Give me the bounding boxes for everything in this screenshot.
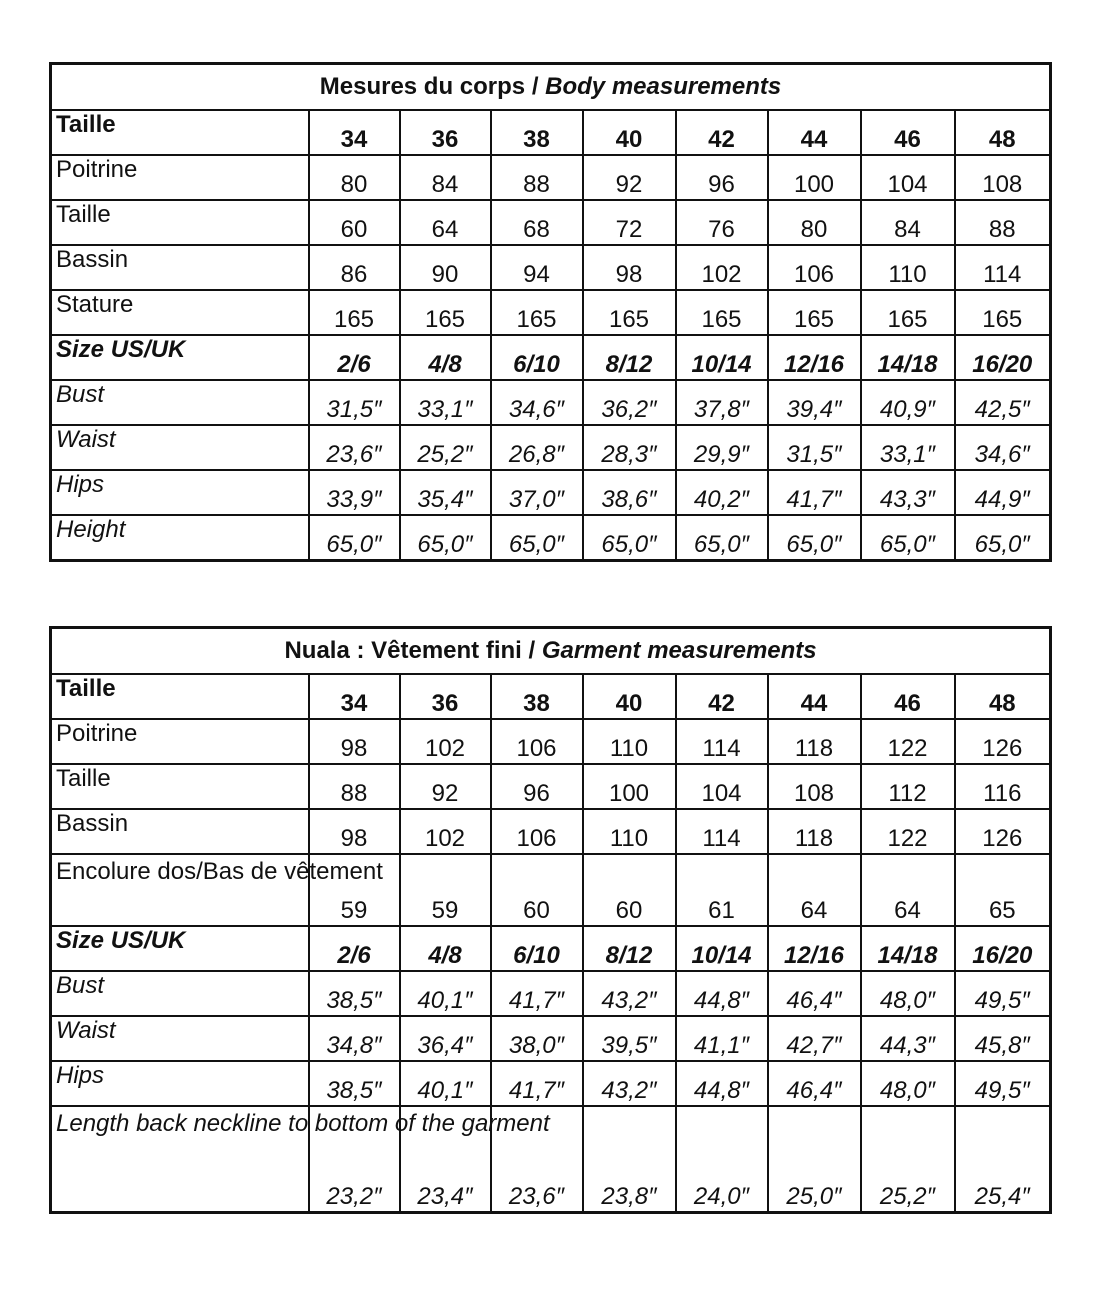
- table-row: [51, 719, 1051, 764]
- table-cell: 39,5″: [583, 1016, 676, 1061]
- table-cell: 65,0″: [955, 515, 1051, 561]
- row-label: Bust: [51, 971, 309, 1016]
- table-cell: 6/10: [491, 926, 583, 971]
- table-cell: 33,9″: [309, 470, 400, 515]
- table-cell: 118: [768, 809, 861, 854]
- table-cell: 34: [309, 674, 400, 719]
- table-cell: 4/8: [400, 335, 491, 380]
- table-cell: 34,6″: [491, 380, 583, 425]
- table-cell: 44,9″: [955, 470, 1051, 515]
- table-cell: 12/16: [768, 335, 861, 380]
- table-cell: 44: [768, 110, 861, 155]
- table-cell: 114: [676, 719, 768, 764]
- table-cell: 37,0″: [491, 470, 583, 515]
- table-row: [51, 200, 1051, 245]
- table-row: [51, 674, 1051, 719]
- table-cell: 80: [309, 155, 400, 200]
- table-cell: 40,1″: [400, 1061, 491, 1106]
- table-cell: 38,5″: [309, 1061, 400, 1106]
- table-cell: 96: [491, 764, 583, 809]
- table-cell: 126: [955, 719, 1051, 764]
- table-cell: 165: [768, 290, 861, 335]
- row-label: Bassin: [51, 809, 309, 854]
- table-cell: 40,2″: [676, 470, 768, 515]
- table-cell: 112: [861, 764, 955, 809]
- table-cell: 98: [583, 245, 676, 290]
- table-cell: 23,4″: [400, 1106, 491, 1213]
- table-cell: 165: [861, 290, 955, 335]
- table-cell: 102: [400, 719, 491, 764]
- table-cell: 44: [768, 674, 861, 719]
- table-cell: 41,7″: [491, 971, 583, 1016]
- table-cell: 94: [491, 245, 583, 290]
- table-cell: 64: [400, 200, 491, 245]
- table-cell: 34: [309, 110, 400, 155]
- table-cell: 106: [491, 809, 583, 854]
- table-cell: 98: [309, 809, 400, 854]
- table-row: [51, 425, 1051, 470]
- table-cell: 31,5″: [309, 380, 400, 425]
- table-cell: 42: [676, 674, 768, 719]
- table-cell: 44,8″: [676, 971, 768, 1016]
- table-cell: 65,0″: [583, 515, 676, 561]
- table-cell: 8/12: [583, 926, 676, 971]
- table-cell: 46: [861, 674, 955, 719]
- table-cell: 41,1″: [676, 1016, 768, 1061]
- table-row: [51, 1106, 1051, 1213]
- table-cell: 102: [676, 245, 768, 290]
- table-row: [51, 971, 1051, 1016]
- table-cell: 37,8″: [676, 380, 768, 425]
- table-cell: 33,1″: [400, 380, 491, 425]
- row-label: Size US/UK: [51, 926, 309, 971]
- table-row: [51, 515, 1051, 561]
- table-cell: 60: [491, 854, 583, 926]
- table-cell: 25,2″: [861, 1106, 955, 1213]
- table-cell: 43,2″: [583, 1061, 676, 1106]
- table-cell: 100: [768, 155, 861, 200]
- table-cell: 65,0″: [491, 515, 583, 561]
- table-cell: 65: [955, 854, 1051, 926]
- table-cell: 38,6″: [583, 470, 676, 515]
- table-cell: 84: [861, 200, 955, 245]
- table-cell: 10/14: [676, 335, 768, 380]
- table-cell: 40,1″: [400, 971, 491, 1016]
- table-cell: 64: [861, 854, 955, 926]
- table-cell: 41,7″: [768, 470, 861, 515]
- row-label: Taille: [51, 200, 309, 245]
- table-cell: 29,9″: [676, 425, 768, 470]
- table-cell: 8/12: [583, 335, 676, 380]
- table-cell: 48: [955, 674, 1051, 719]
- table-cell: 16/20: [955, 926, 1051, 971]
- table-cell: 45,8″: [955, 1016, 1051, 1061]
- table-cell: 64: [768, 854, 861, 926]
- table-cell: 48,0″: [861, 1061, 955, 1106]
- table-cell: 88: [955, 200, 1051, 245]
- table-cell: 39,4″: [768, 380, 861, 425]
- table-cell: 25,2″: [400, 425, 491, 470]
- table-cell: 92: [400, 764, 491, 809]
- table-cell: 106: [491, 719, 583, 764]
- table-cell: 106: [768, 245, 861, 290]
- table-cell: 2/6: [309, 335, 400, 380]
- table-cell: 118: [768, 719, 861, 764]
- table-cell: 65,0″: [309, 515, 400, 561]
- table-row: [51, 335, 1051, 380]
- table-cell: 23,6″: [491, 1106, 583, 1213]
- body-measurements-table: [49, 62, 1052, 562]
- table-cell: 6/10: [491, 335, 583, 380]
- table-row: [51, 155, 1051, 200]
- table-cell: 10/14: [676, 926, 768, 971]
- table-cell: 36,4″: [400, 1016, 491, 1061]
- table-cell: 23,8″: [583, 1106, 676, 1213]
- table-cell: 96: [676, 155, 768, 200]
- table-row: [51, 854, 1051, 926]
- table-cell: 24,0″: [676, 1106, 768, 1213]
- table-cell: 59: [400, 854, 491, 926]
- table-cell: 165: [309, 290, 400, 335]
- table-cell: 36: [400, 674, 491, 719]
- row-label: Poitrine: [51, 155, 309, 200]
- table-cell: 114: [676, 809, 768, 854]
- row-label: Hips: [51, 1061, 309, 1106]
- table-row: [51, 110, 1051, 155]
- table-cell: 98: [309, 719, 400, 764]
- table-cell: 100: [583, 764, 676, 809]
- table-cell: 65,0″: [768, 515, 861, 561]
- table-cell: 42,5″: [955, 380, 1051, 425]
- row-label: Taille: [51, 764, 309, 809]
- table-cell: 31,5″: [768, 425, 861, 470]
- row-label: Taille: [51, 110, 309, 155]
- table-cell: 108: [955, 155, 1051, 200]
- table-cell: 40: [583, 110, 676, 155]
- table-cell: 14/18: [861, 926, 955, 971]
- table-cell: 36,2″: [583, 380, 676, 425]
- table-cell: 4/8: [400, 926, 491, 971]
- table-cell: 12/16: [768, 926, 861, 971]
- row-label: Bust: [51, 380, 309, 425]
- table-cell: 33,1″: [861, 425, 955, 470]
- table-cell: 165: [583, 290, 676, 335]
- table-cell: 92: [583, 155, 676, 200]
- table-cell: 14/18: [861, 335, 955, 380]
- table-title-english: Garment measurements: [541, 637, 817, 664]
- table-cell: 44,8″: [676, 1061, 768, 1106]
- table-cell: 165: [676, 290, 768, 335]
- table-cell: 84: [400, 155, 491, 200]
- table-cell: 16/20: [955, 335, 1051, 380]
- table-cell: 126: [955, 809, 1051, 854]
- table-cell: 38,5″: [309, 971, 400, 1016]
- table-cell: 38: [491, 674, 583, 719]
- table-cell: 40: [583, 674, 676, 719]
- table-cell: 88: [309, 764, 400, 809]
- table-row: [51, 1061, 1051, 1106]
- table-cell: 60: [583, 854, 676, 926]
- table-cell: 25,4″: [955, 1106, 1051, 1213]
- table-cell: 104: [676, 764, 768, 809]
- table-title-main: Nuala : Vêtement fini /: [284, 637, 542, 664]
- row-label: Encolure dos/Bas de vêtement: [51, 854, 309, 926]
- table-cell: 23,6″: [309, 425, 400, 470]
- table-cell: 88: [491, 155, 583, 200]
- table-cell: 76: [676, 200, 768, 245]
- table-cell: 110: [583, 809, 676, 854]
- table-row: [51, 809, 1051, 854]
- table-cell: 40,9″: [861, 380, 955, 425]
- row-label: Height: [51, 515, 309, 561]
- table-cell: 49,5″: [955, 1061, 1051, 1106]
- table-cell: 36: [400, 110, 491, 155]
- table-cell: 43,2″: [583, 971, 676, 1016]
- table-title-main: Mesures du corps /: [319, 73, 546, 100]
- table-row: [51, 380, 1051, 425]
- table-cell: 46,4″: [768, 971, 861, 1016]
- table-cell: 116: [955, 764, 1051, 809]
- table-cell: 65,0″: [861, 515, 955, 561]
- row-label: Size US/UK: [51, 335, 309, 380]
- table-cell: 46,4″: [768, 1061, 861, 1106]
- table-cell: 34,8″: [309, 1016, 400, 1061]
- table-cell: 35,4″: [400, 470, 491, 515]
- table-row: [51, 1016, 1051, 1061]
- table-title: [51, 64, 1051, 111]
- table-cell: 110: [583, 719, 676, 764]
- table-cell: 26,8″: [491, 425, 583, 470]
- table-cell: 65,0″: [676, 515, 768, 561]
- row-label: Waist: [51, 425, 309, 470]
- table-cell: 165: [491, 290, 583, 335]
- table-cell: 104: [861, 155, 955, 200]
- table-cell: 38: [491, 110, 583, 155]
- table-cell: 165: [400, 290, 491, 335]
- table-cell: 38,0″: [491, 1016, 583, 1061]
- table-cell: 23,2″: [309, 1106, 400, 1213]
- table-cell: 48: [955, 110, 1051, 155]
- row-label: Waist: [51, 1016, 309, 1061]
- table-cell: 86: [309, 245, 400, 290]
- table-cell: 34,6″: [955, 425, 1051, 470]
- table-cell: 72: [583, 200, 676, 245]
- table-cell: 44,3″: [861, 1016, 955, 1061]
- table-row: [51, 245, 1051, 290]
- table-cell: 28,3″: [583, 425, 676, 470]
- table-cell: 43,3″: [861, 470, 955, 515]
- table-cell: 165: [955, 290, 1051, 335]
- row-label: Taille: [51, 674, 309, 719]
- table-cell: 25,0″: [768, 1106, 861, 1213]
- row-label: Stature: [51, 290, 309, 335]
- table-cell: 46: [861, 110, 955, 155]
- table-cell: 48,0″: [861, 971, 955, 1016]
- table-title-english: Body measurements: [545, 73, 782, 100]
- table-cell: 110: [861, 245, 955, 290]
- table-cell: 61: [676, 854, 768, 926]
- row-label: Poitrine: [51, 719, 309, 764]
- row-label: Length back neckline to bottom of the garment: [51, 1106, 309, 1213]
- table-row: [51, 470, 1051, 515]
- table-cell: 59: [309, 854, 400, 926]
- row-label: Bassin: [51, 245, 309, 290]
- table-cell: 42: [676, 110, 768, 155]
- table-cell: 65,0″: [400, 515, 491, 561]
- table-cell: 102: [400, 809, 491, 854]
- table-row: [51, 764, 1051, 809]
- table-cell: 49,5″: [955, 971, 1051, 1016]
- table-cell: 42,7″: [768, 1016, 861, 1061]
- table-cell: 122: [861, 809, 955, 854]
- table-cell: 122: [861, 719, 955, 764]
- table-row: [51, 926, 1051, 971]
- table-row: [51, 290, 1051, 335]
- table-cell: 60: [309, 200, 400, 245]
- table-cell: 114: [955, 245, 1051, 290]
- table-cell: 68: [491, 200, 583, 245]
- table-cell: 90: [400, 245, 491, 290]
- table-title: [51, 628, 1051, 675]
- table-cell: 41,7″: [491, 1061, 583, 1106]
- table-cell: 80: [768, 200, 861, 245]
- garment-measurements-table: [49, 626, 1052, 1214]
- row-label: Hips: [51, 470, 309, 515]
- table-cell: 108: [768, 764, 861, 809]
- table-cell: 2/6: [309, 926, 400, 971]
